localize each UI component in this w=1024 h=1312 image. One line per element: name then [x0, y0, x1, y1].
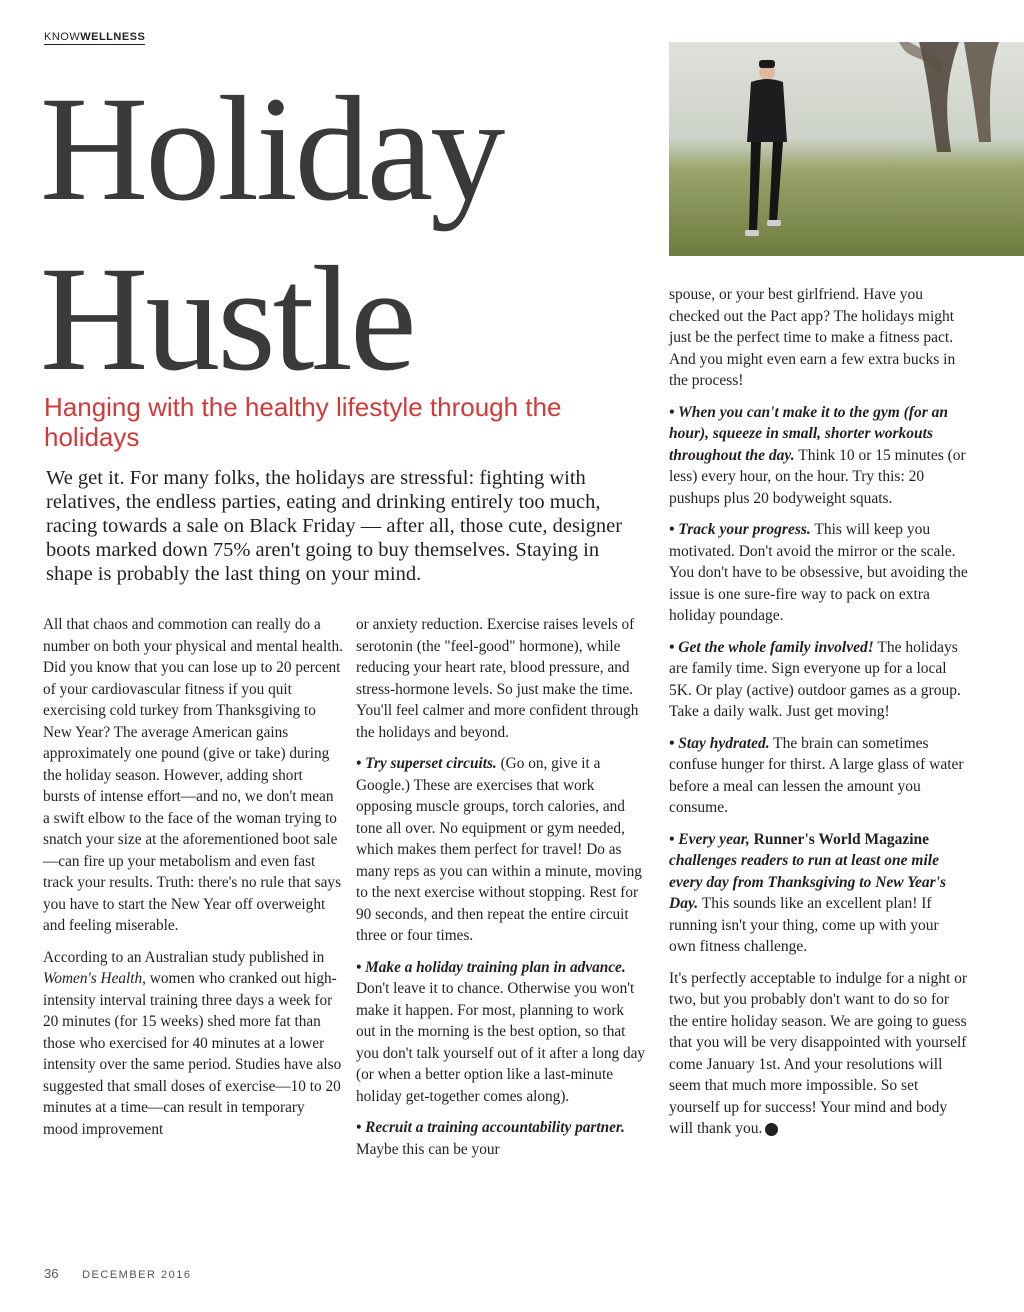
- col2-paragraph-1: or anxiety reduction. Exercise raises levels of serotonin (the "feel-good" hormone), while reducing your heart rate, blood pressure, and stress-hormone levels. So just make the time. You'll feel calmer and more confident through the holidays and beyond.: [356, 616, 639, 741]
- end-mark-icon: [765, 1123, 778, 1136]
- column-2: [356, 614, 646, 1170]
- section-kicker: KNOWWELLNESS: [44, 31, 146, 43]
- col3-closing-paragraph: It's perfectly acceptable to indulge for a night or two, but you probably don't want to do so for the entire holiday season. We are going to guess that you will be very disappointed with yourself come January 1st. And your resolutions will seem that much more impossible. So set yourself up for success! Your mind and body will thank you.: [669, 969, 968, 1137]
- title-line-1: Holiday: [40, 66, 503, 232]
- tip-superset: • Try superset circuits. (Go on, give it a Google.) These are exercises that work opposing muscle groups, torch calories, and tone all over. No equipment or gym needed, which makes them perfect for travel! Do as many reps as you can within a minute, moving to the next exercise without stopping. Rest for 90 seconds, and then repeat the entire circuit three or four times.: [356, 755, 642, 944]
- title-line-2: Hustle: [40, 236, 414, 402]
- page-number: 36: [44, 1266, 59, 1281]
- tip-accountability: • Recruit a training accountability partner. Maybe this can be your: [356, 1119, 625, 1158]
- column-1: [43, 614, 343, 1150]
- article-subtitle: Hanging with the healthy lifestyle through the holidays: [44, 392, 562, 452]
- lede-paragraph: We get it. For many folks, the holidays are stressful: fighting with relatives, the endless parties, eating and drinking entirely too much, racing towards a sale on Black Friday — after all, those cute, designer boots marked down 75% aren't going to buy themselves. Staying in shape is probably the last thing on your mind.: [46, 467, 623, 585]
- tip-family: • Get the whole family involved! The holidays are family time. Sign everyone up for a local 5K. Or play (active) outdoor games as a group. Take a daily walk. Just get moving!: [669, 638, 961, 720]
- column-3: [669, 284, 969, 1150]
- tip-track-progress: • Track your progress. This will keep you motivated. Don't avoid the mirror or the scale. You don't have to be obsessive, but avoiding the issue is one sure-fire way to pack on extra holiday poundage.: [669, 521, 968, 624]
- col3-paragraph-1: spouse, or your best girlfriend. Have you checked out the Pact app? The holidays might just be the perfect time to make a fitness pact. And you might even earn a few extra bucks in the process!: [669, 286, 956, 389]
- page-footer: [44, 1266, 191, 1281]
- tip-runners-world: • Every year, Runner's World Magazine challenges readers to run at least one mile every day from Thanksgiving to New Year's Day. This sounds like an excellent plan! If running isn't your thing, come up with your own fitness challenge.: [669, 830, 946, 955]
- col1-paragraph-2: According to an Australian study published in Women's Health, women who cranked out high-intensity interval training three days a week for 20 minutes (for 15 weeks) shed more fat than those who exercised for 40 minutes at a lower intensity over the same period. Studies have also suggested that small doses of exercise—10 to 20 minutes at a time—can result in temporary mood improvement: [43, 948, 342, 1138]
- tip-training-plan: • Make a holiday training plan in advance. Don't leave it to chance. Otherwise you won't make it happen. For most, planning to work out in the morning is the best option, so that you don't talk yourself out of it after a long day (or when a better option like a last-minute holiday get-together comes along).: [356, 958, 646, 1105]
- runner-photo: [669, 42, 1024, 256]
- col1-paragraph-1: All that chaos and commotion can really do a number on both your physical and mental health. Did you know that you can lose up to 20 percent of your cardiovascular fitness if you quit exercising cold turkey from Thanksgiving to New Year? The average American gains approximately one pound (give or take) during the holiday season. However, adding short bursts of intense effort—and no, we don't mean a swift elbow to the face of the woman trying to snatch your size at the aforementioned boot sale—can fire up your metabolism and even fast track your results. Truth: there's no rule that says you have to start the New Year off overweight and feeling miserable.: [43, 616, 343, 934]
- issue-date: DECEMBER 2016: [82, 1269, 192, 1281]
- tip-short-workouts: • When you can't make it to the gym (for an hour), squeeze in small, shorter workouts throughout the day. Think 10 or 15 minutes (or less) every hour, on the hour. Try this: 20 pushups plus 20 bodyweight squats.: [669, 403, 966, 507]
- tip-hydrate: • Stay hydrated. The brain can sometimes confuse hunger for thirst. A large glass of water before a meal can lessen the amount you consume.: [669, 734, 964, 816]
- article-title: [40, 64, 502, 404]
